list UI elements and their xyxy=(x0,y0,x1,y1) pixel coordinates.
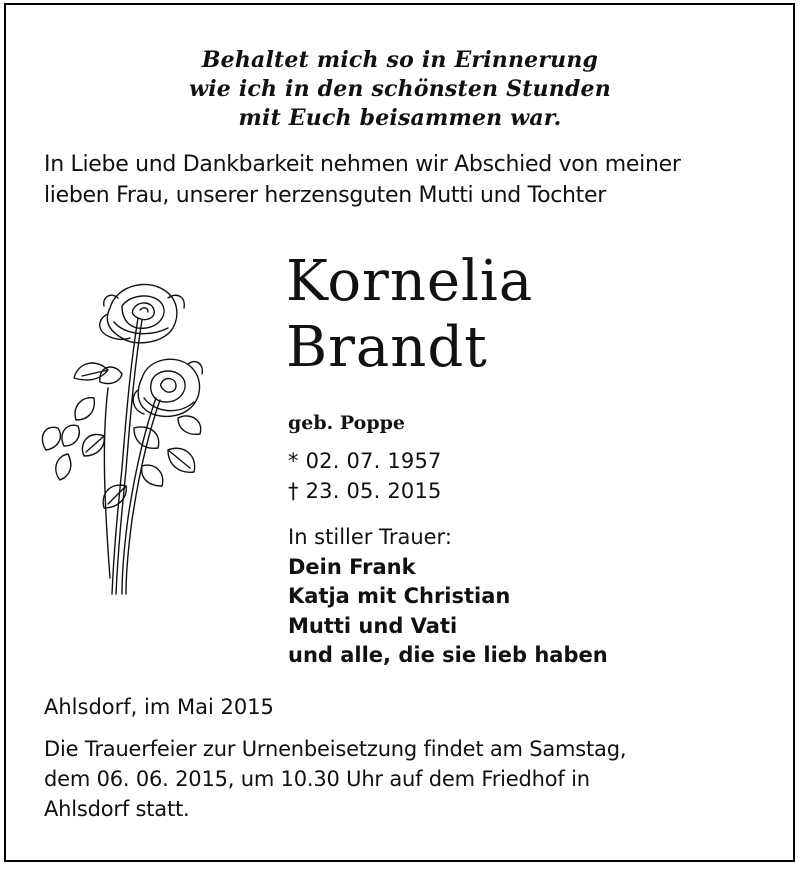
lower-rose xyxy=(133,359,202,416)
intro-text xyxy=(44,149,774,211)
leaves xyxy=(42,363,200,508)
death-date: † 23. 05. 2015 xyxy=(288,479,442,503)
life-dates xyxy=(288,446,442,506)
motto-line: mit Euch beisammen war. xyxy=(238,105,562,131)
birth-date: * 02. 07. 1957 xyxy=(288,449,442,473)
maiden-name: geb. Poppe xyxy=(288,412,405,434)
mourner-name: und alle, die sie lieb haben xyxy=(288,643,608,667)
place-date: Ahlsdorf, im Mai 2015 xyxy=(44,695,274,719)
ceremony-line: Die Trauerfeier zur Urnenbeisetzung findet am Samstag, xyxy=(44,737,627,761)
mourner-name: Katja mit Christian xyxy=(288,584,511,608)
motto-line: wie ich in den schönsten Stunden xyxy=(189,76,611,102)
first-name: Kornelia xyxy=(286,249,534,314)
intro-line: lieben Frau, unserer herzensguten Mutti und Tochter xyxy=(44,183,606,208)
roses-illustration-icon xyxy=(38,278,208,596)
mourner-name: Dein Frank xyxy=(288,554,416,579)
mourners-block xyxy=(288,523,608,671)
deceased-name xyxy=(286,249,533,381)
top-rose xyxy=(100,284,185,342)
mourners-lead: In stiller Trauer: xyxy=(288,525,452,549)
ceremony-line: dem 06. 06. 2015, um 10.30 Uhr auf dem Friedhof in xyxy=(44,767,590,791)
ceremony-line: Ahlsdorf statt. xyxy=(44,797,190,821)
mourner-name: Mutti und Vati xyxy=(288,613,458,638)
motto-line: Behaltet mich so in Erinnerung xyxy=(201,47,599,73)
last-name: Brandt xyxy=(286,315,488,380)
intro-line: In Liebe und Dankbarkeit nehmen wir Abschied von meiner xyxy=(44,152,681,177)
ceremony-notice xyxy=(44,734,774,824)
motto-verse xyxy=(0,46,800,133)
